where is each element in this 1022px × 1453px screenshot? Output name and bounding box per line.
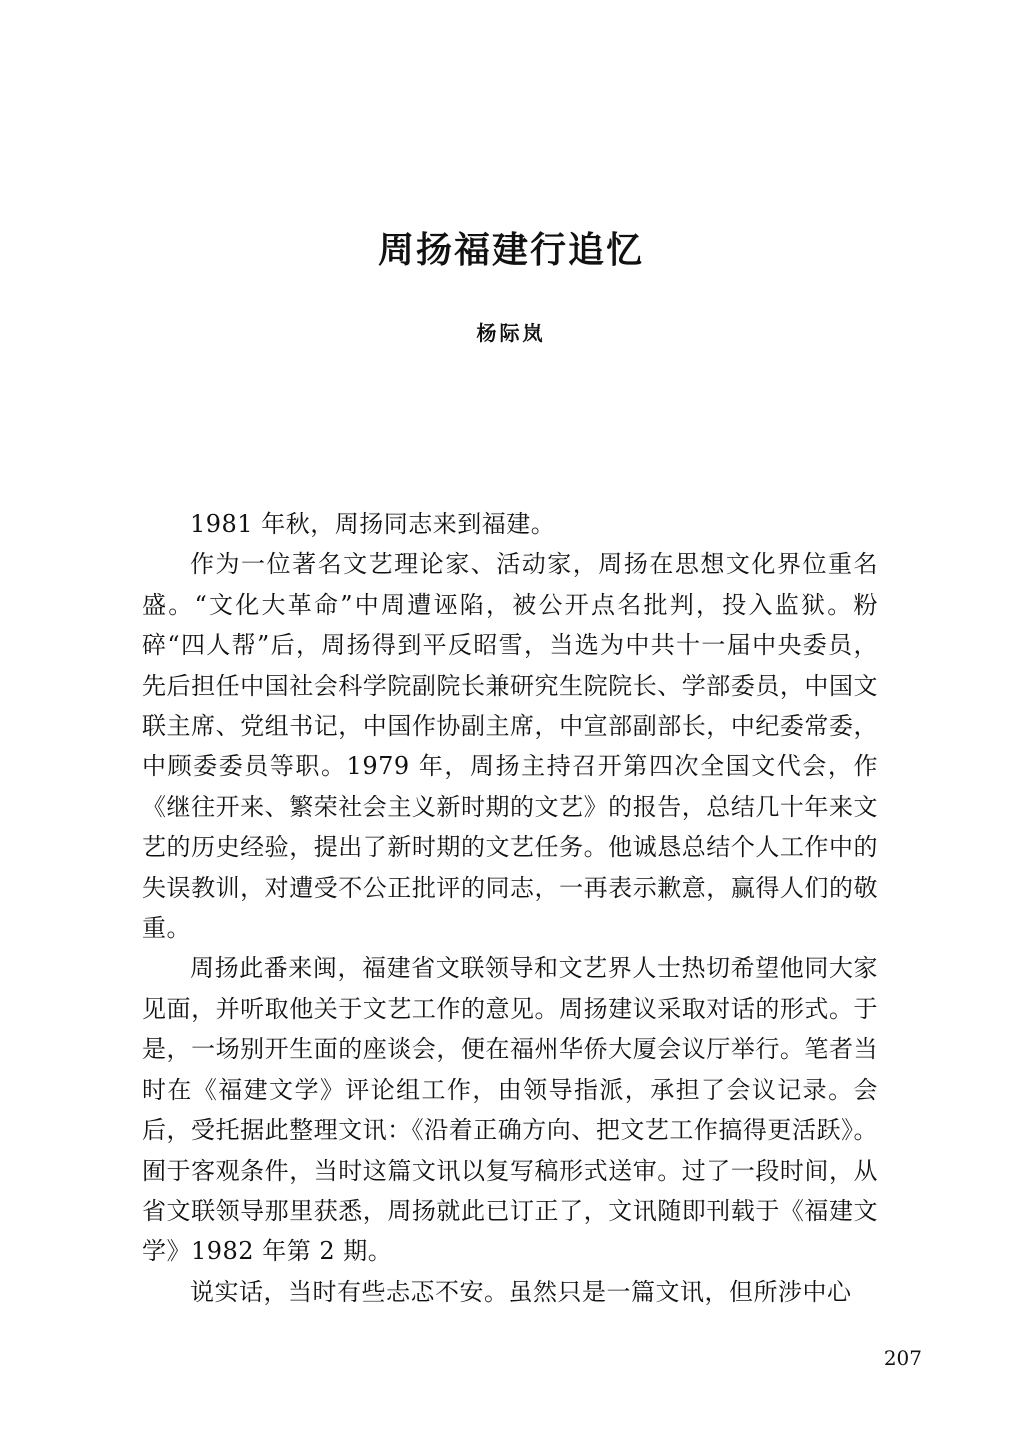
paragraph: 作为一位著名文艺理论家、活动家，周扬在思想文化界位重名盛。“文化大革命”中周遭诬陷，被公开点名批判，投入监狱。粉碎“四人帮”后，周扬得到平反昭雪，当选为中共十一届中央委员，先后担任中国社会科学院副院长兼研究生院院长、学部委员，中国文联主席、党组书记，中国作协副主席，中宣部副部长，中纪委常委，中顾委委员等职。1979 年，周扬主持召开第四次全国文代会，作《继往开来、繁荣社会主义新时期的文艺》的报告，总结几十年来文艺的历史经验，提出了新时期的文艺任务。他诚恳总结个人工作中的失误教训，对遭受不公正批评的同志，一再表示歉意，赢得人们的敬重。 [142,550,878,943]
paragraph: 1981 年秋，周扬同志来到福建。 [190,510,556,538]
page-number: 207 [883,1346,922,1370]
article-author: 杨际岚 [476,321,546,345]
paragraph: 说实话，当时有些忐忑不安。虽然只是一篇文讯，但所涉中心 [190,1277,852,1306]
paragraph: 周扬此番来闽，福建省文联领导和文艺界人士热切希望他同大家见面，并听取他关于文艺工作的意见。周扬建议采取对话的形式。于是，一场别开生面的座谈会，便在福州华侨大厦会议厅举行。笔者当时在《福建文学》评论组工作，由领导指派，承担了会议记录。会后，受托据此整理文讯：《沿着正确方向、把文艺工作搞得更活跃》。囿于客观条件，当时这篇文讯以复写稿形式送审。过了一段时间，从省文联领导那里获悉，周扬就此已订正了，文讯随即刊载于《福建文学》1982 年第 2 期。 [142,954,878,1266]
article-body [142,504,878,1312]
article-title: 周扬福建行追忆 [377,229,644,271]
